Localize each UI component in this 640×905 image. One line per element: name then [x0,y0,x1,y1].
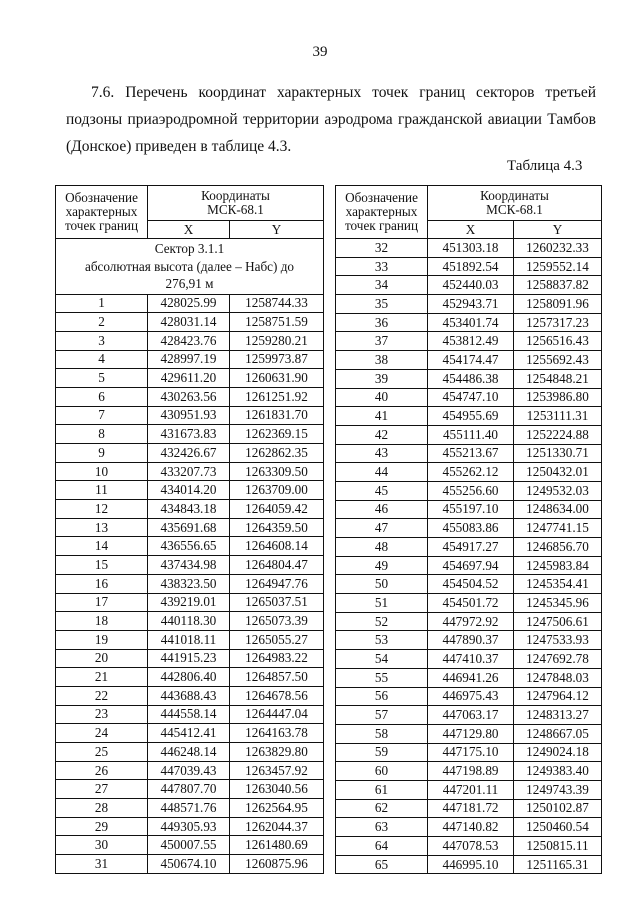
x-coordinate-cell: 442806.40 [148,668,230,687]
coordinates-table-right [335,185,602,874]
x-coordinate-cell: 451892.54 [428,257,514,276]
page-number: 39 [312,44,328,60]
point-number-cell: 32 [336,239,428,258]
point-number-cell: 61 [336,780,428,799]
table-row [56,462,324,481]
x-coordinate-cell: 447972.92 [428,612,514,631]
x-coordinate-cell: 454697.94 [428,556,514,575]
table-row [336,500,602,519]
table-row [56,387,324,406]
table-row [336,295,602,314]
point-number-cell: 21 [56,668,148,687]
x-coordinate-cell: 434843.18 [148,500,230,519]
table-row [336,743,602,762]
table-row [336,668,602,687]
y-coordinate-cell: 1251165.31 [514,855,602,874]
point-number-cell: 46 [336,500,428,519]
point-number-cell: 35 [336,295,428,314]
table-row [336,855,602,874]
y-coordinate-cell: 1260232.33 [514,239,602,258]
point-number-cell: 24 [56,724,148,743]
point-designation-header [56,186,148,239]
x-column-header: X [148,221,230,239]
table-row [56,481,324,500]
table-row [56,425,324,444]
x-coordinate-cell: 451303.18 [428,239,514,258]
point-number-cell: 33 [336,257,428,276]
table-row [56,630,324,649]
y-coordinate-cell: 1247741.15 [514,519,602,538]
point-number-cell: 14 [56,537,148,556]
x-column-header: X [428,221,514,239]
sector-line: Сектор 3.1.1 [154,241,225,256]
x-coordinate-cell: 452440.03 [428,276,514,295]
point-number-cell: 63 [336,818,428,837]
x-coordinate-cell: 454174.47 [428,351,514,370]
table-row [336,799,602,818]
table-row [56,743,324,762]
x-coordinate-cell: 447201.11 [428,780,514,799]
y-coordinate-cell: 1248667.05 [514,724,602,743]
x-coordinate-cell: 447078.53 [428,837,514,856]
coordinates-header [428,186,602,221]
table-row [336,313,602,332]
header-line: характерных [345,204,418,219]
y-coordinate-cell: 1263829.80 [230,743,324,762]
y-coordinate-cell: 1249743.39 [514,780,602,799]
point-number-cell: 58 [336,724,428,743]
y-coordinate-cell: 1264857.50 [230,668,324,687]
point-number-cell: 13 [56,518,148,537]
header-line: МСК-68.1 [207,202,264,217]
table-row [336,463,602,482]
x-coordinate-cell: 437434.98 [148,556,230,575]
x-coordinate-cell: 455197.10 [428,500,514,519]
x-coordinate-cell: 455213.67 [428,444,514,463]
x-coordinate-cell: 447039.43 [148,761,230,780]
x-coordinate-cell: 441915.23 [148,649,230,668]
x-coordinate-cell: 428997.19 [148,350,230,369]
section-paragraph [66,79,596,160]
x-coordinate-cell: 447140.82 [428,818,514,837]
y-coordinate-cell: 1249024.18 [514,743,602,762]
x-coordinate-cell: 431673.83 [148,425,230,444]
point-number-cell: 28 [56,799,148,818]
y-coordinate-cell: 1259552.14 [514,257,602,276]
y-coordinate-cell: 1260875.96 [230,855,324,874]
y-column-header: Y [230,221,324,239]
point-number-cell: 7 [56,406,148,425]
y-coordinate-cell: 1255692.43 [514,351,602,370]
point-number-cell: 62 [336,799,428,818]
table-row [56,686,324,705]
table-row [56,724,324,743]
y-coordinate-cell: 1264608.14 [230,537,324,556]
y-coordinate-cell: 1250815.11 [514,837,602,856]
x-coordinate-cell: 447198.89 [428,762,514,781]
table-row [56,518,324,537]
table-row [56,294,324,313]
table-row [336,650,602,669]
y-coordinate-cell: 1249532.03 [514,481,602,500]
y-coordinate-cell: 1262862.35 [230,444,324,463]
y-coordinate-cell: 1258837.82 [514,276,602,295]
point-number-cell: 31 [56,855,148,874]
table-row [336,594,602,613]
table-row [56,313,324,332]
y-coordinate-cell: 1248313.27 [514,706,602,725]
point-number-cell: 27 [56,780,148,799]
paragraph-line: подзоны приаэродромной территории аэродрома гражданской авиации Тамбов [66,111,596,128]
sector-line: 276,91 м [165,276,214,291]
x-coordinate-cell: 428025.99 [148,294,230,313]
point-number-cell: 43 [336,444,428,463]
y-coordinate-cell: 1247692.78 [514,650,602,669]
table-row [336,519,602,538]
x-coordinate-cell: 448571.76 [148,799,230,818]
x-coordinate-cell: 450674.10 [148,855,230,874]
table-row [336,351,602,370]
x-coordinate-cell: 447181.72 [428,799,514,818]
x-coordinate-cell: 432426.67 [148,444,230,463]
table-row [336,425,602,444]
point-number-cell: 50 [336,575,428,594]
point-number-cell: 42 [336,425,428,444]
paragraph-line: 7.6. Перечень координат характерных точек границ секторов третьей [91,84,596,101]
table-row [56,649,324,668]
header-line: Обозначение [345,190,418,205]
x-coordinate-cell: 438323.50 [148,574,230,593]
table-row [336,276,602,295]
table-row [336,407,602,426]
table-row [336,538,602,557]
table-caption: Таблица 4.3 [507,158,583,174]
x-coordinate-cell: 454486.38 [428,369,514,388]
table-row [336,612,602,631]
y-coordinate-cell: 1252224.88 [514,425,602,444]
x-coordinate-cell: 436556.65 [148,537,230,556]
y-coordinate-cell: 1261251.92 [230,387,324,406]
point-number-cell: 3 [56,331,148,350]
table-row [56,593,324,612]
x-coordinate-cell: 444558.14 [148,705,230,724]
paragraph-line: (Донское) приведен в таблице 4.3. [66,138,292,155]
y-coordinate-cell: 1264059.42 [230,500,324,519]
table-row [336,239,602,258]
point-number-cell: 29 [56,817,148,836]
table-row [336,388,602,407]
table-row [56,406,324,425]
x-coordinate-cell: 447807.70 [148,780,230,799]
x-coordinate-cell: 452943.71 [428,295,514,314]
point-number-cell: 51 [336,594,428,613]
y-coordinate-cell: 1263040.56 [230,780,324,799]
x-coordinate-cell: 454501.72 [428,594,514,613]
point-number-cell: 6 [56,387,148,406]
point-number-cell: 12 [56,500,148,519]
x-coordinate-cell: 447175.10 [428,743,514,762]
x-coordinate-cell: 440118.30 [148,612,230,631]
table-row [336,575,602,594]
table-row [56,537,324,556]
table-row [336,257,602,276]
y-coordinate-cell: 1248634.00 [514,500,602,519]
point-number-cell: 38 [336,351,428,370]
table-row [336,369,602,388]
x-coordinate-cell: 454955.69 [428,407,514,426]
header-line: точек границ [64,218,139,233]
point-number-cell: 11 [56,481,148,500]
point-number-cell: 56 [336,687,428,706]
table-row [56,574,324,593]
point-number-cell: 41 [336,407,428,426]
y-coordinate-cell: 1251330.71 [514,444,602,463]
point-number-cell: 57 [336,706,428,725]
point-number-cell: 1 [56,294,148,313]
y-coordinate-cell: 1260631.90 [230,369,324,388]
table-row [56,836,324,855]
header-line: точек границ [344,218,419,233]
table-row [56,350,324,369]
x-coordinate-cell: 453812.49 [428,332,514,351]
y-coordinate-cell: 1258091.96 [514,295,602,314]
y-coordinate-cell: 1245345.96 [514,594,602,613]
point-number-cell: 55 [336,668,428,687]
x-coordinate-cell: 430951.93 [148,406,230,425]
x-coordinate-cell: 447410.37 [428,650,514,669]
x-coordinate-cell: 439219.01 [148,593,230,612]
x-coordinate-cell: 447890.37 [428,631,514,650]
point-number-cell: 34 [336,276,428,295]
point-number-cell: 5 [56,369,148,388]
y-coordinate-cell: 1245983.84 [514,556,602,575]
table-row [56,668,324,687]
point-number-cell: 16 [56,574,148,593]
y-coordinate-cell: 1246856.70 [514,538,602,557]
y-coordinate-cell: 1249383.40 [514,762,602,781]
y-coordinate-cell: 1245354.41 [514,575,602,594]
y-coordinate-cell: 1264678.56 [230,686,324,705]
x-coordinate-cell: 449305.93 [148,817,230,836]
table-row [56,817,324,836]
point-designation-header [336,186,428,239]
point-number-cell: 23 [56,705,148,724]
x-coordinate-cell: 446941.26 [428,668,514,687]
y-coordinate-cell: 1257317.23 [514,313,602,332]
table-row [336,706,602,725]
y-coordinate-cell: 1259280.21 [230,331,324,350]
y-coordinate-cell: 1250460.54 [514,818,602,837]
point-number-cell: 47 [336,519,428,538]
table-row [56,500,324,519]
y-coordinate-cell: 1253986.80 [514,388,602,407]
x-coordinate-cell: 447129.80 [428,724,514,743]
table-row [56,444,324,463]
point-number-cell: 4 [56,350,148,369]
point-number-cell: 8 [56,425,148,444]
point-number-cell: 40 [336,388,428,407]
y-coordinate-cell: 1262044.37 [230,817,324,836]
x-coordinate-cell: 429611.20 [148,369,230,388]
coordinates-header [148,186,324,221]
y-coordinate-cell: 1247964.12 [514,687,602,706]
point-number-cell: 36 [336,313,428,332]
x-coordinate-cell: 428031.14 [148,313,230,332]
point-number-cell: 25 [56,743,148,762]
y-coordinate-cell: 1261480.69 [230,836,324,855]
x-coordinate-cell: 453401.74 [428,313,514,332]
y-column-header: Y [514,221,602,239]
y-coordinate-cell: 1264447.04 [230,705,324,724]
y-coordinate-cell: 1258744.33 [230,294,324,313]
table-row [56,780,324,799]
point-number-cell: 48 [336,538,428,557]
x-coordinate-cell: 455262.12 [428,463,514,482]
y-coordinate-cell: 1250102.87 [514,799,602,818]
y-coordinate-cell: 1261831.70 [230,406,324,425]
x-coordinate-cell: 455111.40 [428,425,514,444]
y-coordinate-cell: 1263457.92 [230,761,324,780]
x-coordinate-cell: 454747.10 [428,388,514,407]
table-row [336,780,602,799]
y-coordinate-cell: 1264804.47 [230,556,324,575]
point-number-cell: 15 [56,556,148,575]
header-line: МСК-68.1 [486,202,543,217]
x-coordinate-cell: 446995.10 [428,855,514,874]
point-number-cell: 26 [56,761,148,780]
table-row [336,687,602,706]
y-coordinate-cell: 1262564.95 [230,799,324,818]
point-number-cell: 49 [336,556,428,575]
sector-label [56,239,324,295]
x-coordinate-cell: 454504.52 [428,575,514,594]
point-number-cell: 65 [336,855,428,874]
y-coordinate-cell: 1265073.39 [230,612,324,631]
y-coordinate-cell: 1254848.21 [514,369,602,388]
x-coordinate-cell: 443688.43 [148,686,230,705]
y-coordinate-cell: 1262369.15 [230,425,324,444]
point-number-cell: 30 [56,836,148,855]
x-coordinate-cell: 446975.43 [428,687,514,706]
x-coordinate-cell: 441018.11 [148,630,230,649]
x-coordinate-cell: 447063.17 [428,706,514,725]
point-number-cell: 9 [56,444,148,463]
table-row [336,481,602,500]
x-coordinate-cell: 435691.68 [148,518,230,537]
y-coordinate-cell: 1253111.31 [514,407,602,426]
point-number-cell: 44 [336,463,428,482]
table-row [56,855,324,874]
x-coordinate-cell: 446248.14 [148,743,230,762]
point-number-cell: 39 [336,369,428,388]
table-row [336,818,602,837]
y-coordinate-cell: 1264983.22 [230,649,324,668]
y-coordinate-cell: 1247533.93 [514,631,602,650]
header-line: характерных [65,204,138,219]
x-coordinate-cell: 455256.60 [428,481,514,500]
x-coordinate-cell: 445412.41 [148,724,230,743]
table-row [56,705,324,724]
point-number-cell: 59 [336,743,428,762]
point-number-cell: 53 [336,631,428,650]
x-coordinate-cell: 430263.56 [148,387,230,406]
table-row [336,837,602,856]
table-row [56,799,324,818]
y-coordinate-cell: 1264163.78 [230,724,324,743]
point-number-cell: 60 [336,762,428,781]
x-coordinate-cell: 455083.86 [428,519,514,538]
y-coordinate-cell: 1265037.51 [230,593,324,612]
point-number-cell: 45 [336,481,428,500]
point-number-cell: 37 [336,332,428,351]
table-row [56,612,324,631]
point-number-cell: 20 [56,649,148,668]
table-row [56,761,324,780]
table-row [336,556,602,575]
table-row [336,332,602,351]
x-coordinate-cell: 450007.55 [148,836,230,855]
point-number-cell: 52 [336,612,428,631]
y-coordinate-cell: 1259973.87 [230,350,324,369]
table-row [336,724,602,743]
table-row [56,369,324,388]
y-coordinate-cell: 1265055.27 [230,630,324,649]
point-number-cell: 64 [336,837,428,856]
x-coordinate-cell: 454917.27 [428,538,514,557]
point-number-cell: 19 [56,630,148,649]
x-coordinate-cell: 434014.20 [148,481,230,500]
y-coordinate-cell: 1250432.01 [514,463,602,482]
point-number-cell: 18 [56,612,148,631]
point-number-cell: 22 [56,686,148,705]
header-line: Координаты [480,188,549,203]
y-coordinate-cell: 1258751.59 [230,313,324,332]
x-coordinate-cell: 433207.73 [148,462,230,481]
y-coordinate-cell: 1247848.03 [514,668,602,687]
y-coordinate-cell: 1263709.00 [230,481,324,500]
y-coordinate-cell: 1264359.50 [230,518,324,537]
table-row [56,331,324,350]
y-coordinate-cell: 1263309.50 [230,462,324,481]
x-coordinate-cell: 428423.76 [148,331,230,350]
point-number-cell: 10 [56,462,148,481]
point-number-cell: 54 [336,650,428,669]
table-row [336,762,602,781]
table-row [56,556,324,575]
y-coordinate-cell: 1264947.76 [230,574,324,593]
table-row [336,631,602,650]
point-number-cell: 2 [56,313,148,332]
y-coordinate-cell: 1247506.61 [514,612,602,631]
y-coordinate-cell: 1256516.43 [514,332,602,351]
sector-line: абсолютная высота (далее – Набс) до [84,258,295,274]
header-line: Координаты [201,188,270,203]
table-row [336,444,602,463]
coordinates-table-left [55,185,324,874]
header-line: Обозначение [65,190,138,205]
point-number-cell: 17 [56,593,148,612]
